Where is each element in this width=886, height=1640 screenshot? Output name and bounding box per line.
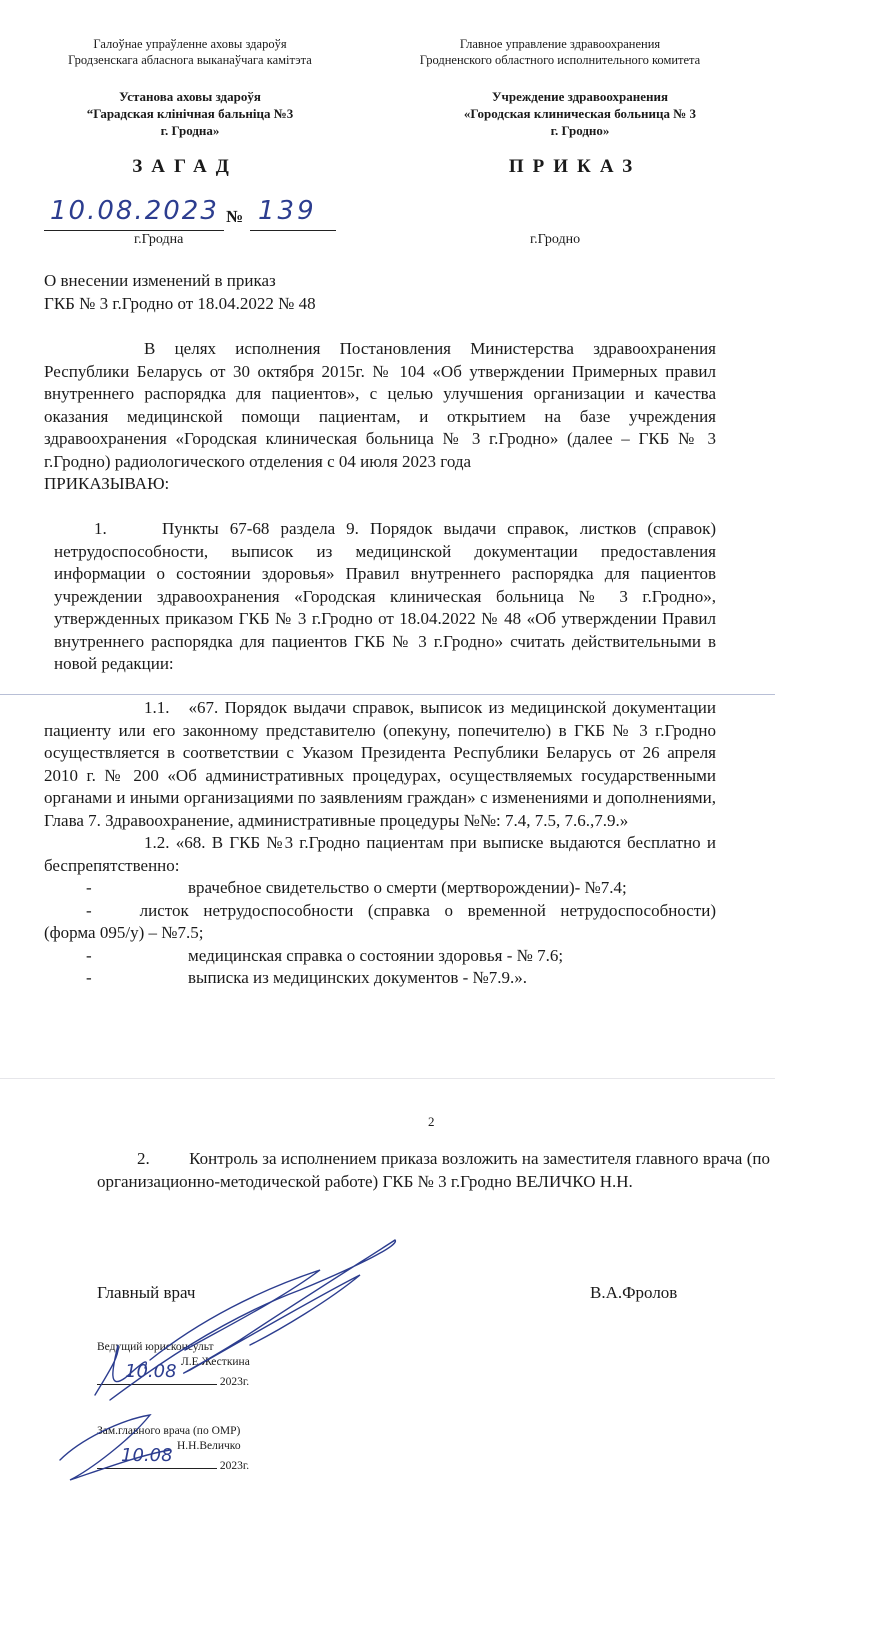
city-ru: г.Гродно — [530, 232, 581, 247]
signature-position: Главный врач — [97, 1283, 196, 1302]
org-left-line2: “Гарадская клінічная бальніца №3 — [86, 106, 294, 121]
org-left-line3: г. Гродна» — [160, 123, 220, 138]
number-sign: № — [226, 207, 244, 226]
org-right-line2: «Городская клиническая больница № 3 — [463, 106, 697, 121]
item-1: 1. Пункты 67-68 раздела 9. Порядок выдачи справок, листков (справок) нетрудоспособности, выписок из медицинской документации предоставления информации о состоянии здоровья» Правил внутреннего распорядка для пациентов учреждении здравоохранения «Городская клиническая больница № 3 г.Гродно», утвержденных приказом ГКБ № 3 г.Гродно от 18.04.2022 № 48 «Об утверждении Правил внутреннего распорядка для пациентов ГКБ № 3 г.Гродно» считать действительными в новой редакции: — [54, 519, 716, 673]
org-right-line3: г. Гродно» — [550, 123, 610, 138]
item-2: 2. Контроль за исполнением приказа возложить на заместителя главного врача (по организационно-методической работе) ГКБ № 3 г.Гродно ВЕЛИЧКО Н.Н. — [97, 1149, 770, 1191]
order-word: ПРИКАЗЫВАЮ: — [44, 474, 170, 493]
page-number: 2 — [428, 1114, 435, 1129]
header-left-line1: Галоўнае упраўленне аховы здароўя — [93, 37, 287, 51]
list-dash: - — [86, 968, 92, 987]
subject-line1: О внесении изменений в приказ — [44, 271, 276, 290]
list-item-text: врачебное свидетельство о смерти (мертворождении)- №7.4; — [188, 878, 627, 897]
list-dash: - — [86, 878, 92, 897]
header-right-line2: Гродненского областного исполнительного комитета — [419, 53, 701, 67]
header-right-line1: Главное управление здравоохранения — [459, 37, 661, 51]
approval-date-handwritten: 10.08 — [121, 1445, 173, 1466]
approval-name: Н.Н.Величко — [177, 1440, 241, 1452]
org-right-line1: Учреждение здравоохранения — [491, 89, 669, 104]
list-dash: - — [86, 900, 92, 920]
approval-2-signature-stroke — [60, 1415, 170, 1480]
approval-role: Зам.главного врача (по ОМР) — [97, 1425, 241, 1437]
approval-1-signature-stroke — [95, 1345, 146, 1395]
main-signature-stroke — [150, 1270, 320, 1360]
signature-name: В.А.Фролов — [590, 1283, 678, 1302]
approval-role: Ведущий юрисконсульт — [97, 1341, 214, 1353]
approval-date-handwritten: 10.08 — [125, 1361, 177, 1382]
title-ru: ПРИКАЗ — [508, 156, 642, 177]
approval-year: 2023г. — [219, 1460, 250, 1472]
list-item-text: медицинская справка о состоянии здоровья - № 7.6; — [188, 945, 564, 965]
header-left-line2: Гродзенскага абласнога выканаўчага камітэта — [68, 53, 312, 67]
main-signature-stroke — [110, 1240, 395, 1400]
list-item-text: листок нетрудоспособности (справка о временной нетрудоспособности) (форма 095/у) – №7.5; — [44, 900, 716, 942]
date-handwritten: 10.08.2023 — [50, 196, 219, 226]
approval-name: Л.Е.Жесткина — [181, 1356, 250, 1368]
list-dash: - — [86, 945, 92, 965]
list-item-text: выписка из медицинских документов - №7.9.». — [188, 968, 528, 987]
item-1-2: 1.2. «68. В ГКБ №3 г.Гродно пациентам при выписке выдаются бесплатно и беспрепятственно: — [44, 833, 716, 875]
approval-year: 2023г. — [219, 1376, 250, 1388]
org-left-line1: Установа аховы здароўя — [119, 89, 261, 104]
subject-line2: ГКБ № 3 г.Гродно от 18.04.2022 № 48 — [44, 293, 316, 313]
item-1-1: 1.1. «67. Порядок выдачи справок, выписок из медицинской документации пациенту или его законному представителю (опекуну, попечителю) в ГКБ № 3 г.Гродно осуществляется в соответствии с Указом Президента Республики Беларусь от 26 апреля 2010 г. № 200 «Об административных процедурах, осуществляемых государственными органами и иными организациями по заявлениям граждан» с изменениями и дополнениями, Глава 7. Здравоохранение, административные процедуры №№: 7.4, 7.5, 7.6.,7.9.» — [44, 698, 716, 830]
preamble: В целях исполнения Постановления Министерства здравоохранения Республики Беларусь от 30 октября 2015г. № 104 «Об утверждении Примерных правил внутреннего распорядка для пациентов», с целью улучшения организации и качества оказания медицинской помощи пациентам, и открытием на базе учреждения здравоохранения «Городская клиническая больница № 3 г.Гродно» (далее – ГКБ № 3 г.Гродно) радиологического отделения с 04 июля 2023 года — [44, 339, 716, 471]
number-handwritten: 139 — [258, 196, 317, 226]
city-by: г.Гродна — [134, 232, 184, 247]
title-by: ЗАГАД — [132, 156, 238, 177]
